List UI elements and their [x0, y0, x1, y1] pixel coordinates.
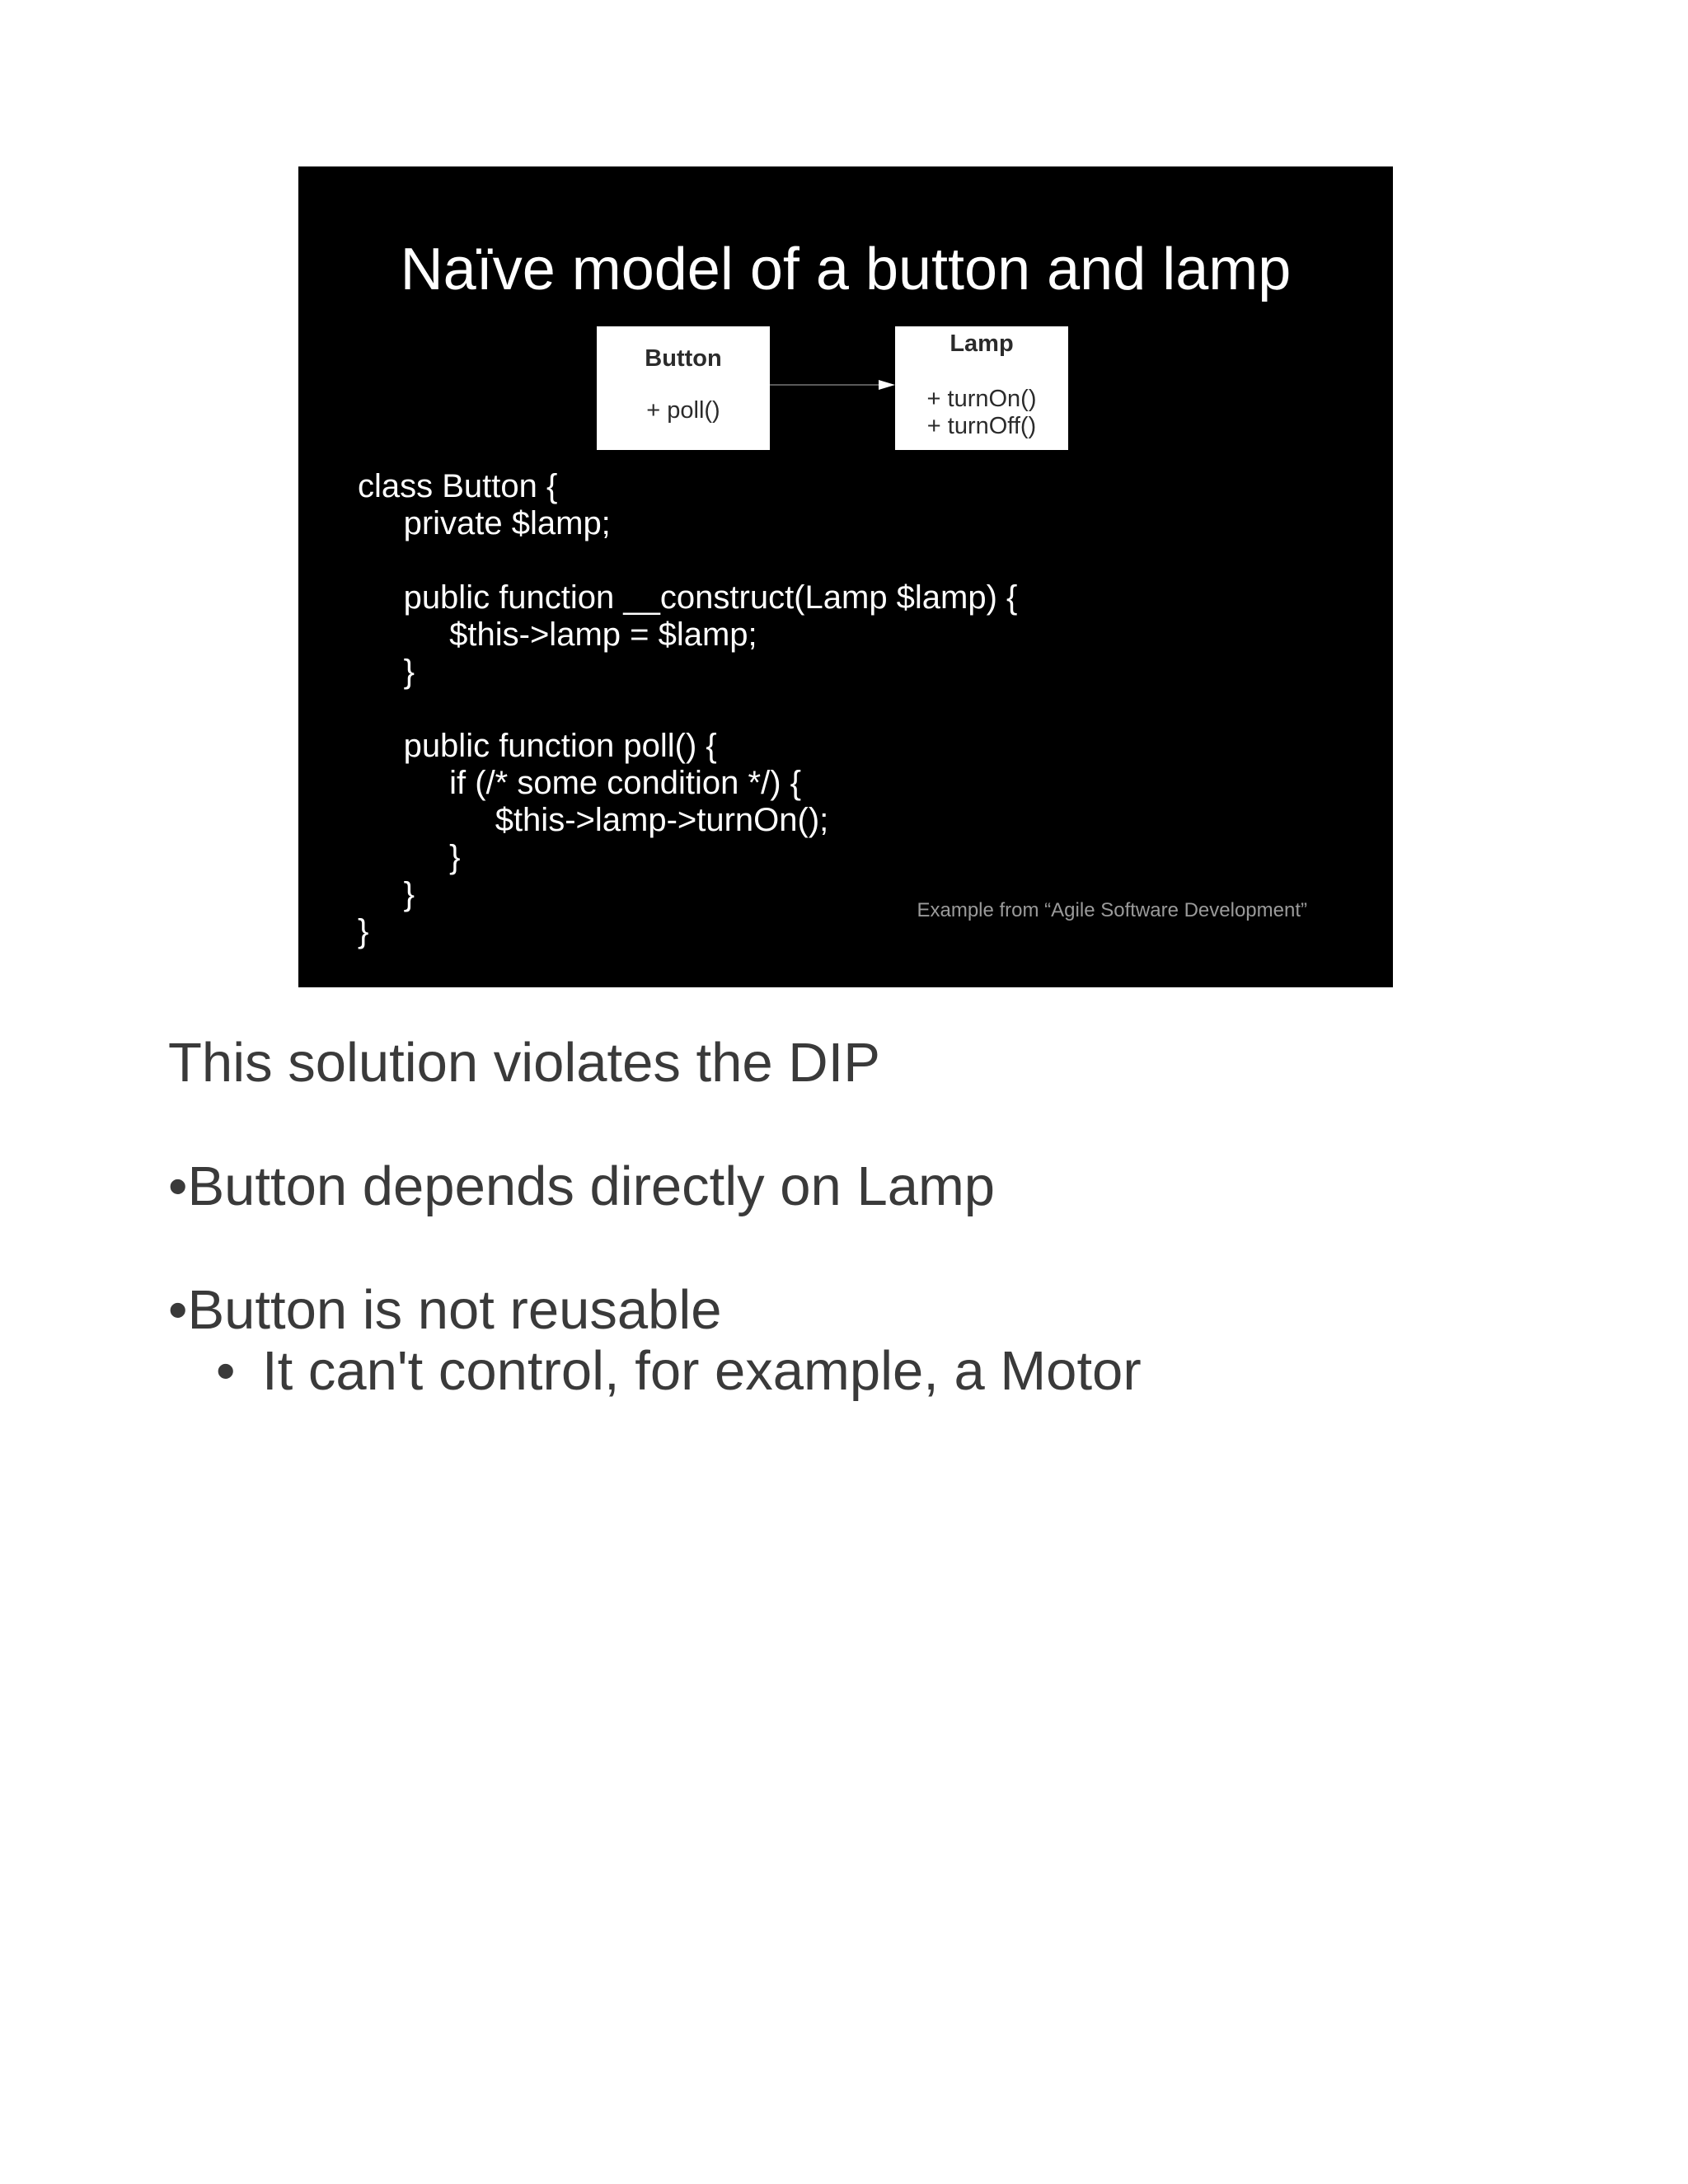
sub-bullet-text: It can't control, for example, a Motor	[262, 1340, 1142, 1402]
notes-bullet-2: •Button is not reusable	[168, 1279, 722, 1341]
code-line	[358, 542, 1017, 579]
lamp-turnoff-operation: + turnOff()	[926, 413, 1037, 439]
code-line	[358, 691, 1017, 728]
code-line: $this->lamp = $lamp;	[358, 616, 757, 653]
button-poll-operation: + poll()	[646, 397, 720, 424]
button-class-name: Button	[645, 345, 722, 372]
code-line: class Button {	[358, 468, 558, 504]
code-line: }	[358, 839, 461, 875]
code-line: if (/* some condition */) {	[358, 765, 801, 801]
lamp-turnon-operation: + turnOn()	[926, 386, 1037, 412]
source-caption: Example from “Agile Software Development”	[917, 899, 1307, 921]
code-line: }	[358, 876, 415, 912]
association-arrow	[770, 379, 895, 391]
code-line: public function poll() {	[358, 728, 717, 764]
slide-image	[298, 166, 1393, 987]
button-class-box	[597, 326, 770, 450]
code-line: private $lamp;	[358, 505, 611, 541]
lamp-operations	[895, 386, 1068, 440]
code-line: }	[358, 913, 369, 949]
slide-title: Naïve model of a button and lamp	[400, 237, 1292, 302]
notes-heading: This solution violates the DIP	[168, 1032, 880, 1094]
code-line: $this->lamp->turnOn();	[358, 802, 829, 838]
sub-bullet-marker: •	[216, 1340, 236, 1402]
code-block	[358, 468, 1017, 950]
notes-sub-bullet	[216, 1338, 1142, 1404]
lamp-class-name: Lamp	[950, 330, 1014, 357]
notes-bullet-1: •Button depends directly on Lamp	[168, 1155, 996, 1217]
code-line: }	[358, 654, 415, 690]
code-line: public function __construct(Lamp $lamp) {	[358, 579, 1018, 616]
lamp-class-box	[895, 326, 1068, 450]
